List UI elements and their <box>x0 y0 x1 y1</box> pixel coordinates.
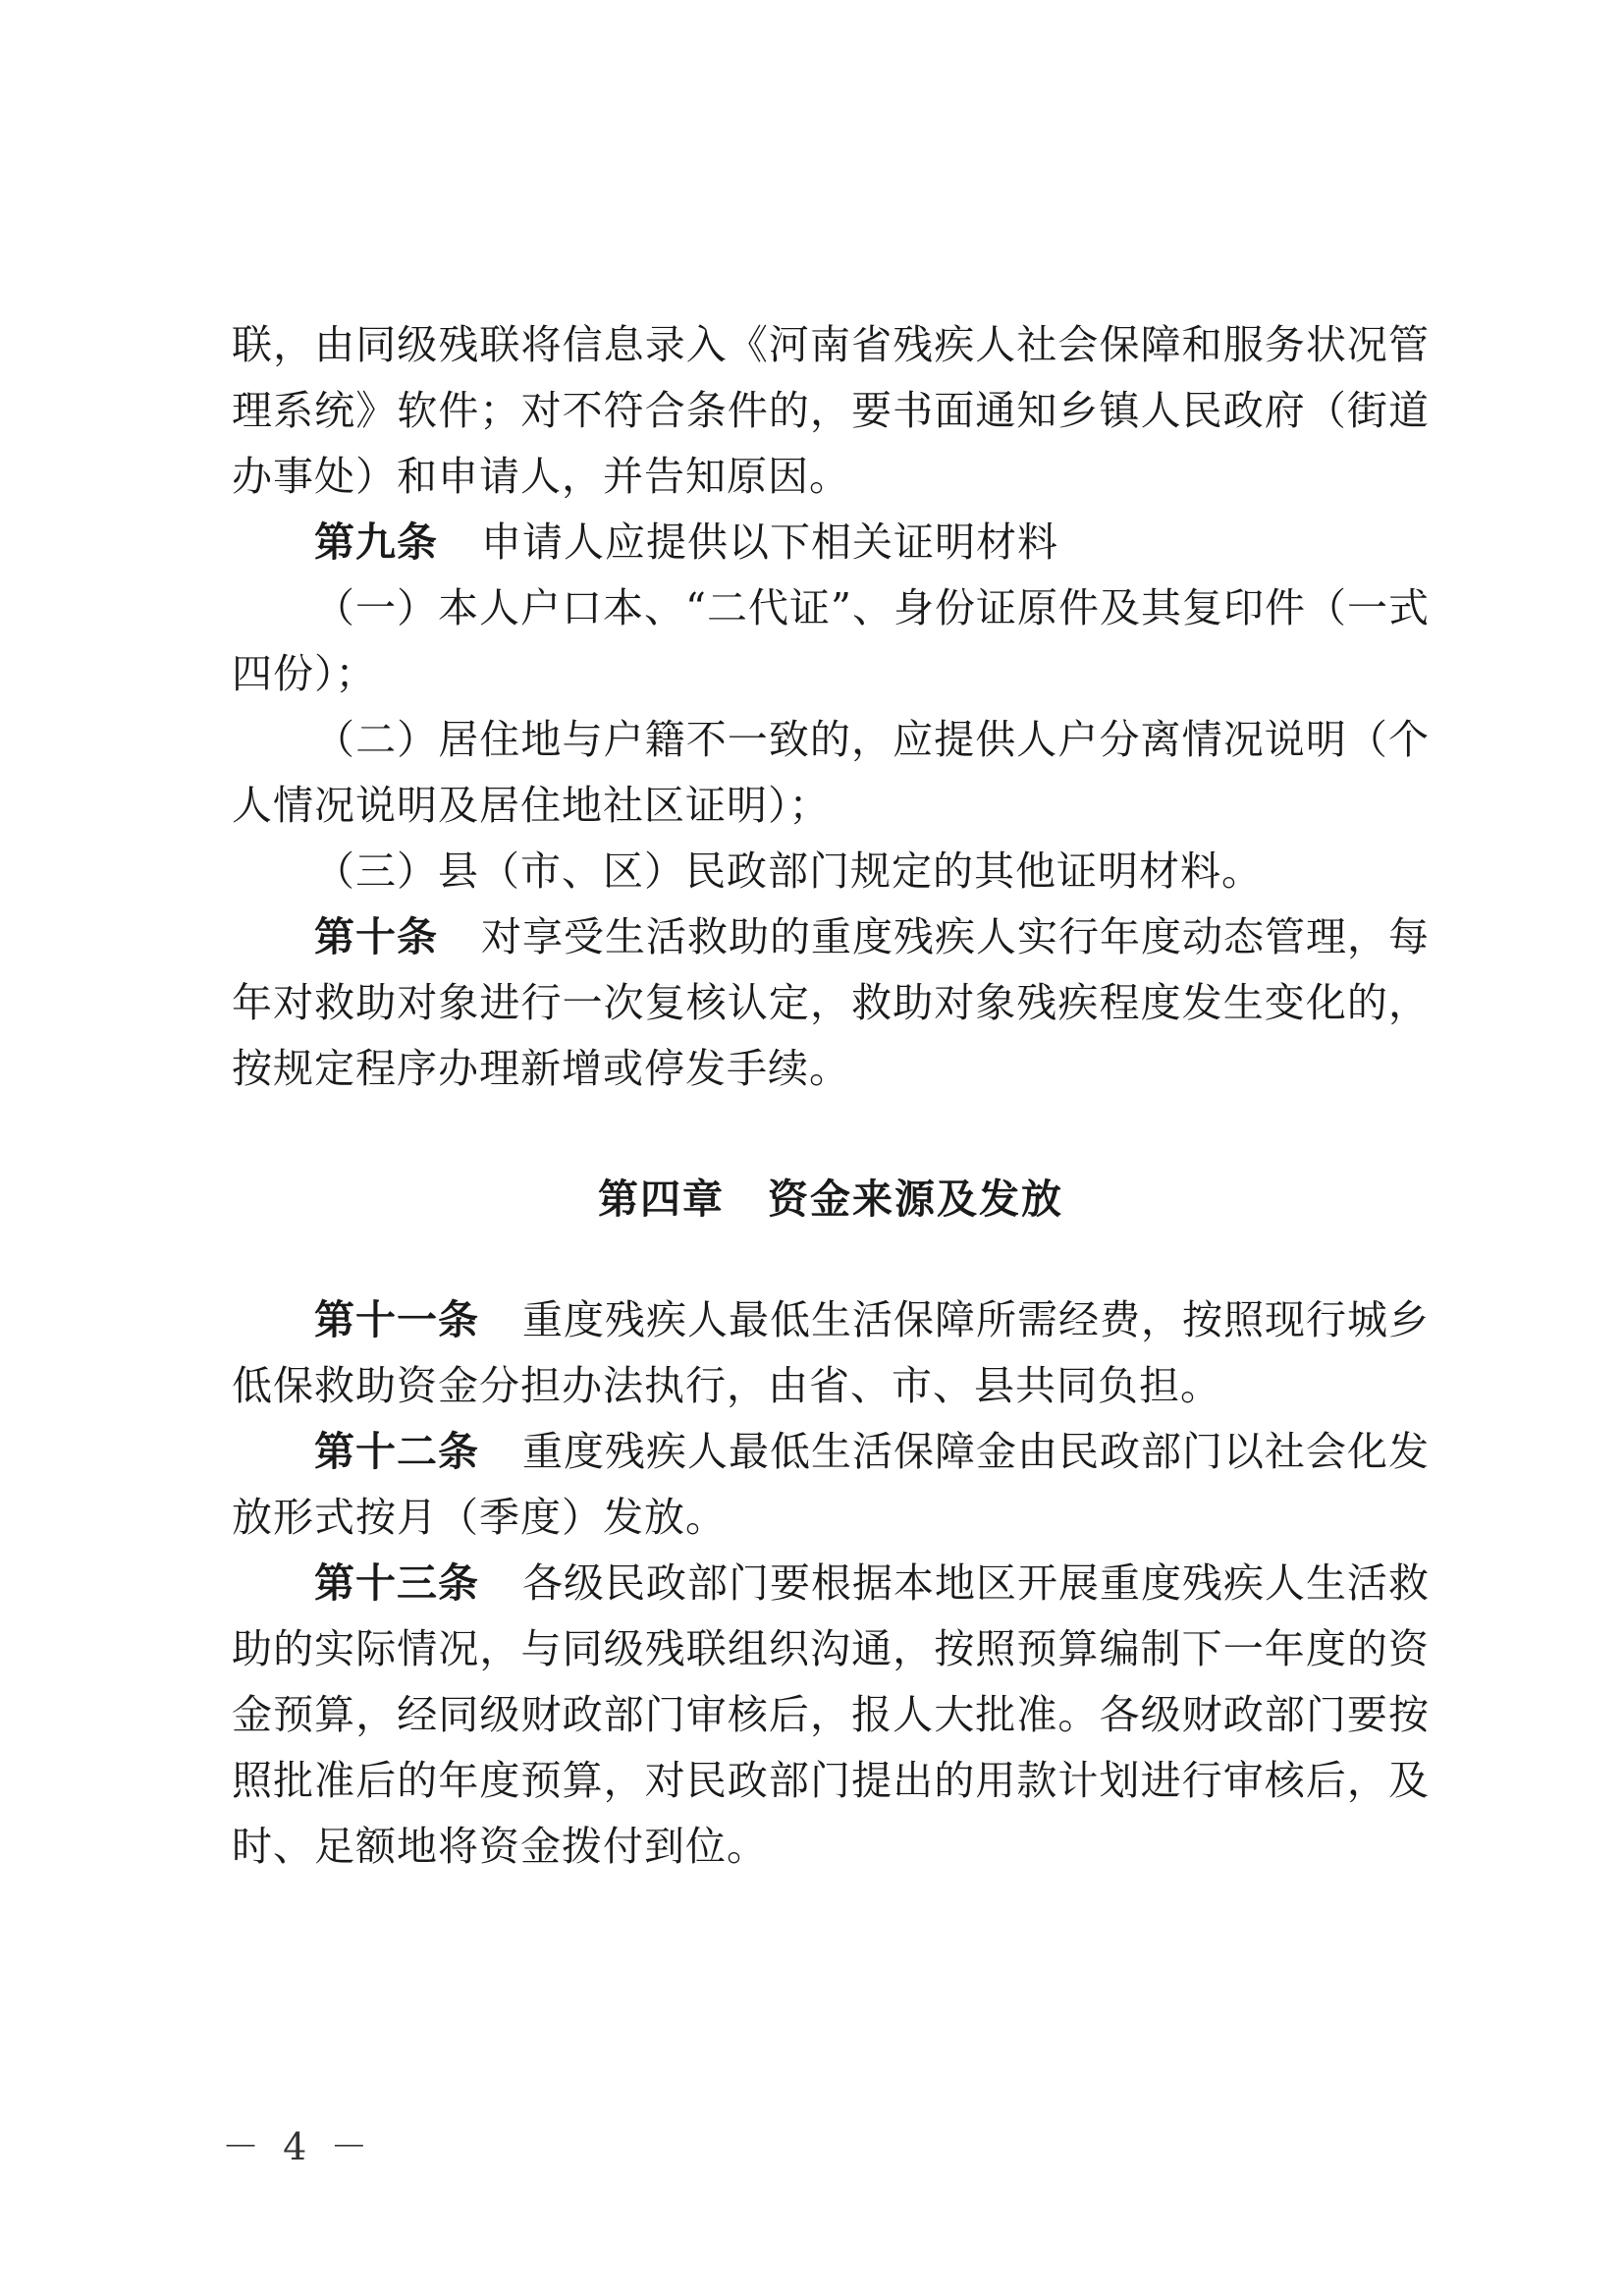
chapter-number: 第四章 <box>598 1175 725 1223</box>
article-13 <box>232 1551 1430 1880</box>
article-11 <box>232 1287 1430 1419</box>
article-9 <box>232 510 1430 575</box>
article-10 <box>232 904 1430 1102</box>
article-text: 重度残疾人最低生活保障所需经费，按照现行城乡低保救助资金分担办法执行，由省、市、县共同负担。 <box>232 1296 1430 1409</box>
article-text: 对享受生活救助的重度残疾人实行年度动态管理，每年对救助对象进行一次复核认定，救助对象残疾程度发生变化的，按规定程序办理新增或停发手续。 <box>232 913 1430 1092</box>
article-label: 第十二条 <box>314 1428 479 1475</box>
item-text: （二）居住地与户籍不一致的，应提供人户分离情况说明（个人情况说明及居住地社区证明）； <box>232 716 1430 829</box>
chapter-name: 资金来源及发放 <box>768 1175 1063 1223</box>
article-text: 重度残疾人最低生活保障金由民政部门以社会化发放形式按月（季度）发放。 <box>232 1428 1430 1541</box>
article-text: 各级民政部门要根据本地区开展重度残疾人生活救助的实际情况，与同级残联组织沟通，按照预算编制下一年度的资金预算，经同级财政部门审核后，报人大批准。各级财政部门要按照批准后的年度预算，对民政部门提出的用款计划进行审核后，及时、足额地将资金拨付到位。 <box>232 1559 1430 1870</box>
page-body <box>232 312 1430 1880</box>
article-label: 第九条 <box>314 519 438 566</box>
article-label: 第十条 <box>314 913 438 960</box>
chapter-title <box>232 1167 1430 1232</box>
article-9-item-2 <box>232 707 1430 839</box>
page-number: － 4 － <box>222 2125 374 2168</box>
article-9-item-3 <box>232 839 1430 904</box>
item-text: （三）县（市、区）民政部门规定的其他证明材料。 <box>314 847 1263 895</box>
paragraph-continuation <box>232 312 1430 510</box>
article-12 <box>232 1419 1430 1551</box>
article-9-item-1 <box>232 575 1430 707</box>
article-text: 申请人应提供以下相关证明材料 <box>481 519 1058 566</box>
paragraph-text: 联，由同级残联将信息录入《河南省残疾人社会保障和服务状况管理系统》软件；对不符合条件的，要书面通知乡镇人民政府（街道办事处）和申请人，并告知原因。 <box>232 321 1430 500</box>
item-text: （一）本人户口本、“二代证”、身份证原件及其复印件（一式四份）； <box>232 584 1430 697</box>
article-label: 第十三条 <box>314 1559 479 1607</box>
article-label: 第十一条 <box>314 1296 479 1343</box>
